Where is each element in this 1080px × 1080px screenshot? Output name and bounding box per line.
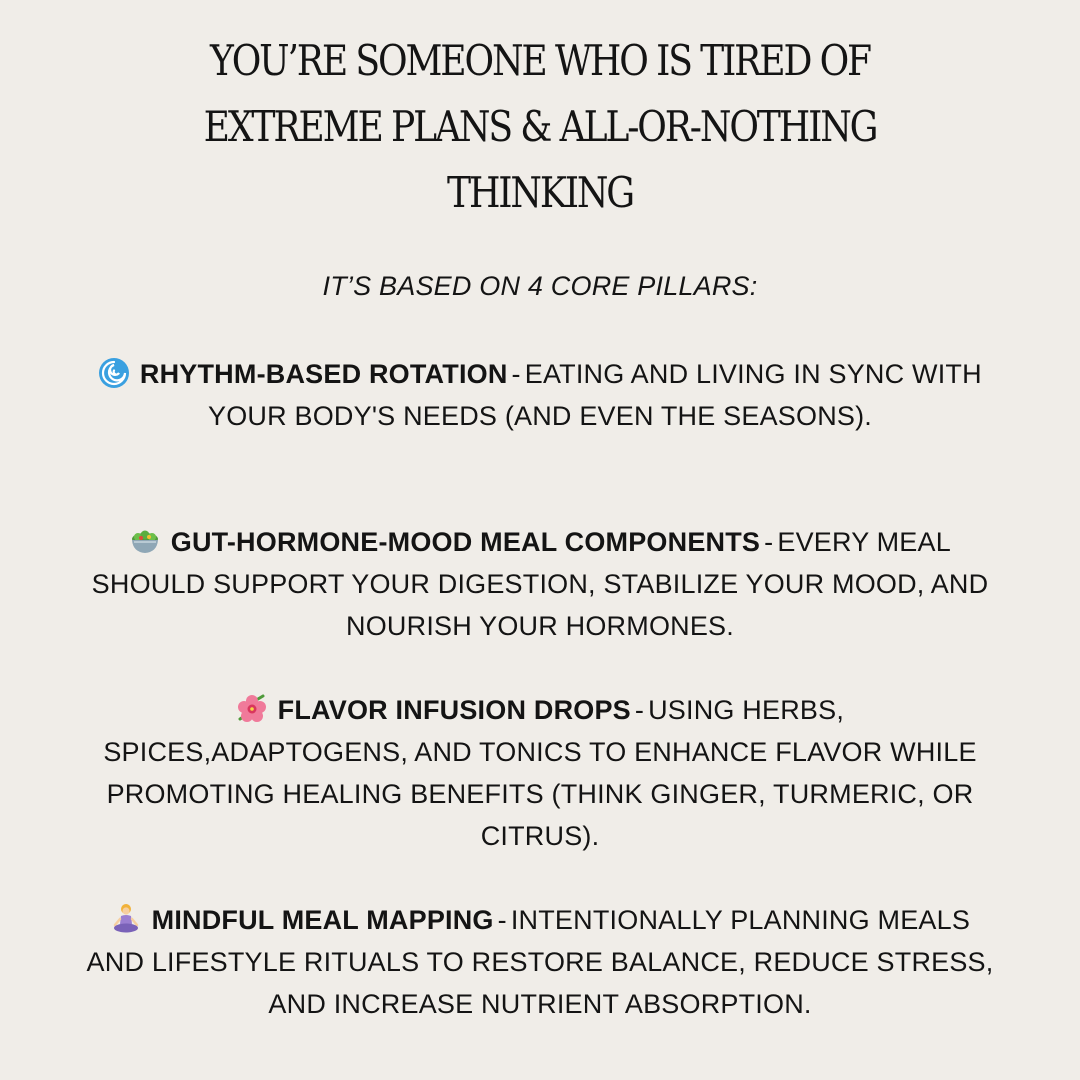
pillar-gut-hormone-mood: [80, 521, 1000, 647]
pillar-separator: -: [511, 359, 521, 389]
pillar-title: FLAVOR INFUSION DROPS: [277, 695, 631, 725]
pillar-description: USING HERBS, SPICES,ADAPTOGENS, AND TONICS TO ENHANCE FLAVOR WHILE PROMOTING HEALING BENEFITS (THINK GINGER, TURMERIC, OR CITRUS).: [103, 695, 977, 851]
headline-line: YOU’RE SOMEONE WHO IS TIRED OF: [210, 36, 870, 85]
salad-icon: [129, 525, 161, 557]
headline-line: EXTREME PLANS & ALL-OR-NOTHING: [203, 102, 877, 151]
pillar-separator: -: [764, 527, 774, 557]
pillar-title: MINDFUL MEAL MAPPING: [151, 905, 494, 935]
hibiscus-icon: [236, 693, 268, 725]
pillar-separator: -: [634, 695, 645, 725]
pillar-title: GUT-HORMONE-MOOD MEAL COMPONENTS: [170, 527, 761, 557]
pillar-title: RHYTHM-BASED ROTATION: [139, 359, 508, 389]
pillar-flavor-infusion-drops: [80, 689, 1000, 857]
section-subheading: IT’S BASED ON 4 CORE PILLARS:: [322, 271, 758, 301]
pillar-description: EATING AND LIVING IN SYNC WITH YOUR BODY'S NEEDS (AND EVEN THE SEASONS).: [208, 359, 982, 431]
pillar-separator: -: [497, 905, 507, 935]
pillar-mindful-meal-mapping: [80, 899, 1000, 1025]
page-title: [153, 28, 927, 226]
pillar-description: EVERY MEAL SHOULD SUPPORT YOUR DIGESTION, STABILIZE YOUR MOOD, AND NOURISH YOUR HORMONES.: [91, 527, 989, 641]
meditation-icon: [110, 903, 142, 935]
cyclone-icon: [98, 357, 130, 389]
pillar-rhythm-based-rotation: [80, 353, 1000, 437]
headline-line: THINKING: [447, 168, 633, 217]
pillar-description: INTENTIONALLY PLANNING MEALS AND LIFESTYLE RITUALS TO RESTORE BALANCE, REDUCE STRESS, AND INCREASE NUTRIENT ABSORPTION.: [86, 905, 994, 1019]
